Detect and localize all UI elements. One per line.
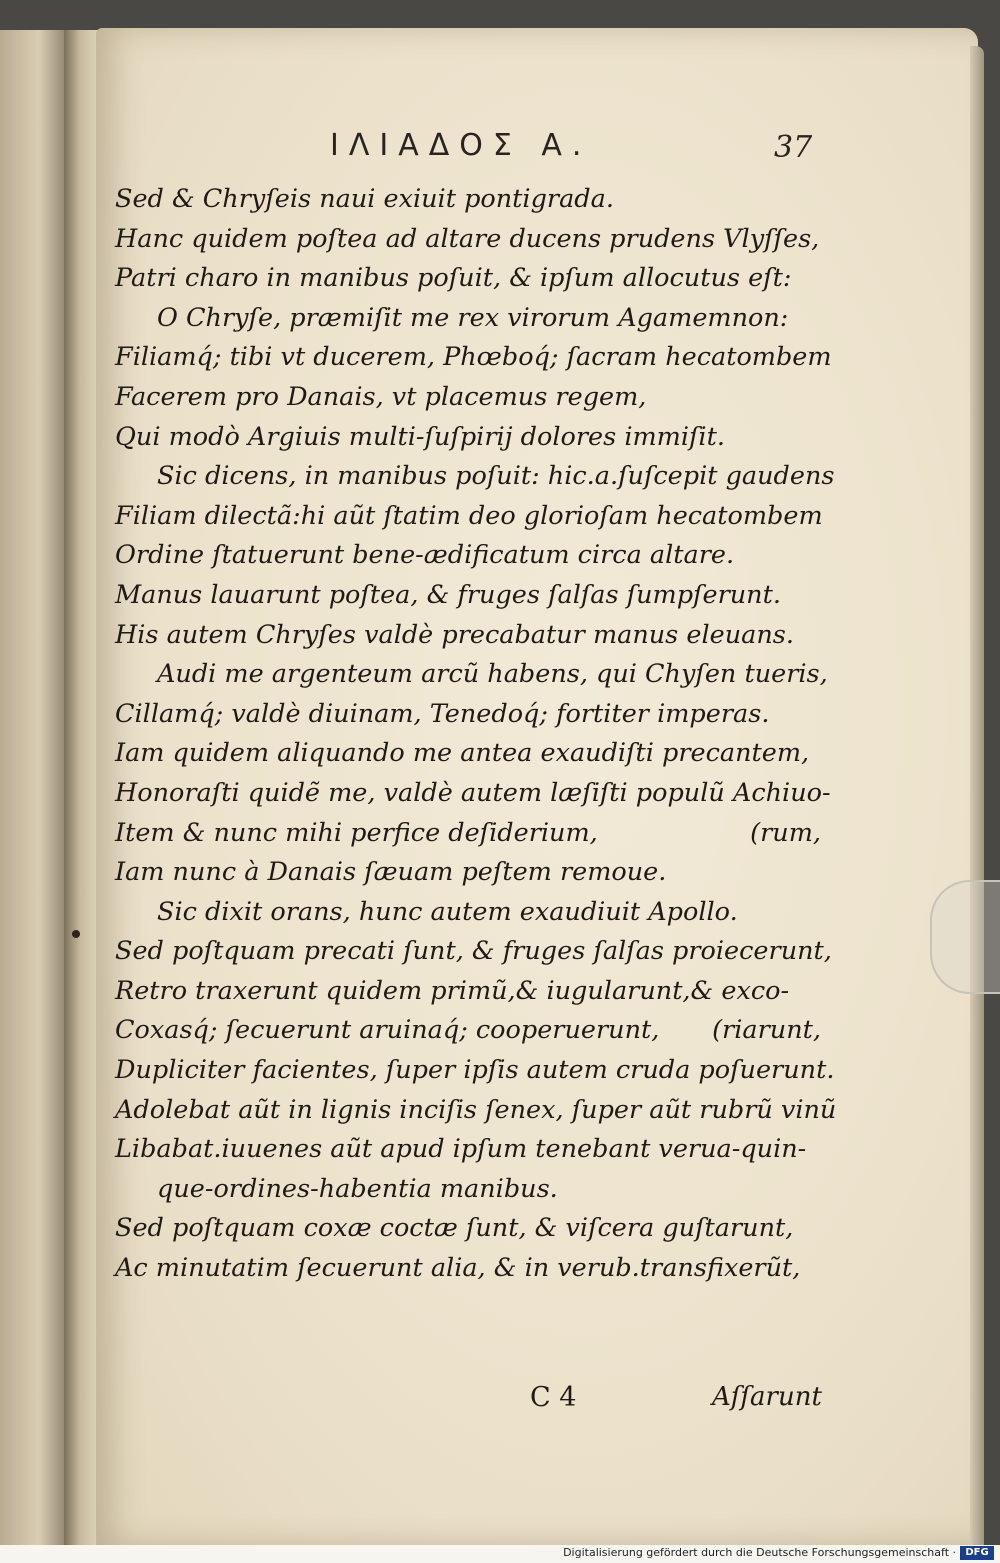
turnover-text: (riarunt, <box>712 1015 821 1046</box>
text-line: Manus lauarunt poſtea, & fruges ſalſas ſumpſerunt. <box>115 579 781 610</box>
text-line: Sic dixit orans, hunc autem exaudiuit Apollo. <box>157 896 738 927</box>
text-line: O Chryſe, præmiſit me rex virorum Agamemnon: <box>157 302 789 333</box>
text-line: Facerem pro Danais, vt placemus regem, <box>115 381 647 412</box>
text-line: Sed & Chryſeis naui exiuit pontigrada. <box>115 184 614 214</box>
turnover-text: (rum, <box>750 817 821 848</box>
ink-dot <box>72 930 80 938</box>
text-line: His autem Chryſes valdè precabatur manus eleuans. <box>115 619 794 650</box>
text-line: Iam nunc à Danais ſæuam peſtem remoue. <box>115 857 667 888</box>
text-line: que-ordines-habentia manibus. <box>157 1173 558 1204</box>
text-line: Sic dicens, in manibus poſuit: hic.a.ſuſcepit gaudens <box>157 461 835 492</box>
dfg-logo-icon: DFG <box>960 1546 994 1560</box>
page-number: 37 <box>774 130 813 165</box>
text-line: Sed poſtquam coxæ coctæ ſunt, & viſcera guſtarunt, <box>115 1213 794 1244</box>
signature-mark: C 4 <box>530 1382 577 1413</box>
text-line: Sed poſtquam precati ſunt, & fruges ſalſas proiecerunt, <box>115 936 832 967</box>
text-line: Audi me argenteum arcũ habens, qui Chyſen tueris, <box>157 659 828 690</box>
text-line: Item & nunc mihi perfice deſiderium, <box>115 817 598 848</box>
text-line: Filiamq́; tibi vt ducerem, Phœboq́; ſacram hecatombem <box>115 342 832 373</box>
scanner-clip <box>930 880 1000 994</box>
text-line-with-turnover <box>115 814 835 854</box>
text-line: Patri charo in manibus poſuit, & ipſum allocutus eſt: <box>115 263 792 294</box>
text-line: Adolebat aũt in lignis inciſis ſenex, ſuper aũt rubrũ vinũ <box>115 1094 837 1125</box>
text-line: Honoraſti quidẽ me, valdè autem læſiſti populũ Achiuo- <box>115 777 831 808</box>
text-line: Dupliciter facientes, ſuper ipſis autem cruda poſuerunt. <box>115 1055 835 1086</box>
text-line: Retro traxerunt quidem primũ,& iugularunt,& exco- <box>115 975 790 1006</box>
text-line: Libabat.iuuenes aũt apud ipſum tenebant verua-quin- <box>115 1134 807 1165</box>
text-line: Ordine ſtatuerunt bene-ædificatum circa altare. <box>115 540 735 571</box>
text-line: Filiam dilectã:hi aũt ſtatim deo glorioſam hecatombem <box>115 500 823 531</box>
text-line-with-turnover <box>115 1011 835 1051</box>
catchword: Aſſarunt <box>712 1382 822 1412</box>
page-edge <box>970 46 984 1545</box>
text-line: Qui modò Argiuis multi-ſuſpirij dolores immiſit. <box>115 421 725 452</box>
funding-credit: Digitalisierung gefördert durch die Deutsche Forschungsgemeinschaft · <box>563 1546 956 1559</box>
facing-page-edge <box>0 30 70 1545</box>
text-line: Cillamq́; valdè diuinam, Tenedoq́; fortiter imperas. <box>115 698 770 729</box>
verse-text <box>115 180 835 1289</box>
text-line: Coxasq́; ſecuerunt aruinaq́; cooperuerunt, <box>115 1015 660 1046</box>
text-line: Hanc quidem poſtea ad altare ducens prudens Vlyſſes, <box>115 223 820 254</box>
text-line: Ac minutatim ſecuerunt alia, & in verub.transfixerũt, <box>115 1253 801 1284</box>
running-header: ΙΛΙΑΔΟΣ Α. <box>330 128 592 163</box>
text-line: Iam quidem aliquando me antea exaudiſti precantem, <box>115 738 810 769</box>
